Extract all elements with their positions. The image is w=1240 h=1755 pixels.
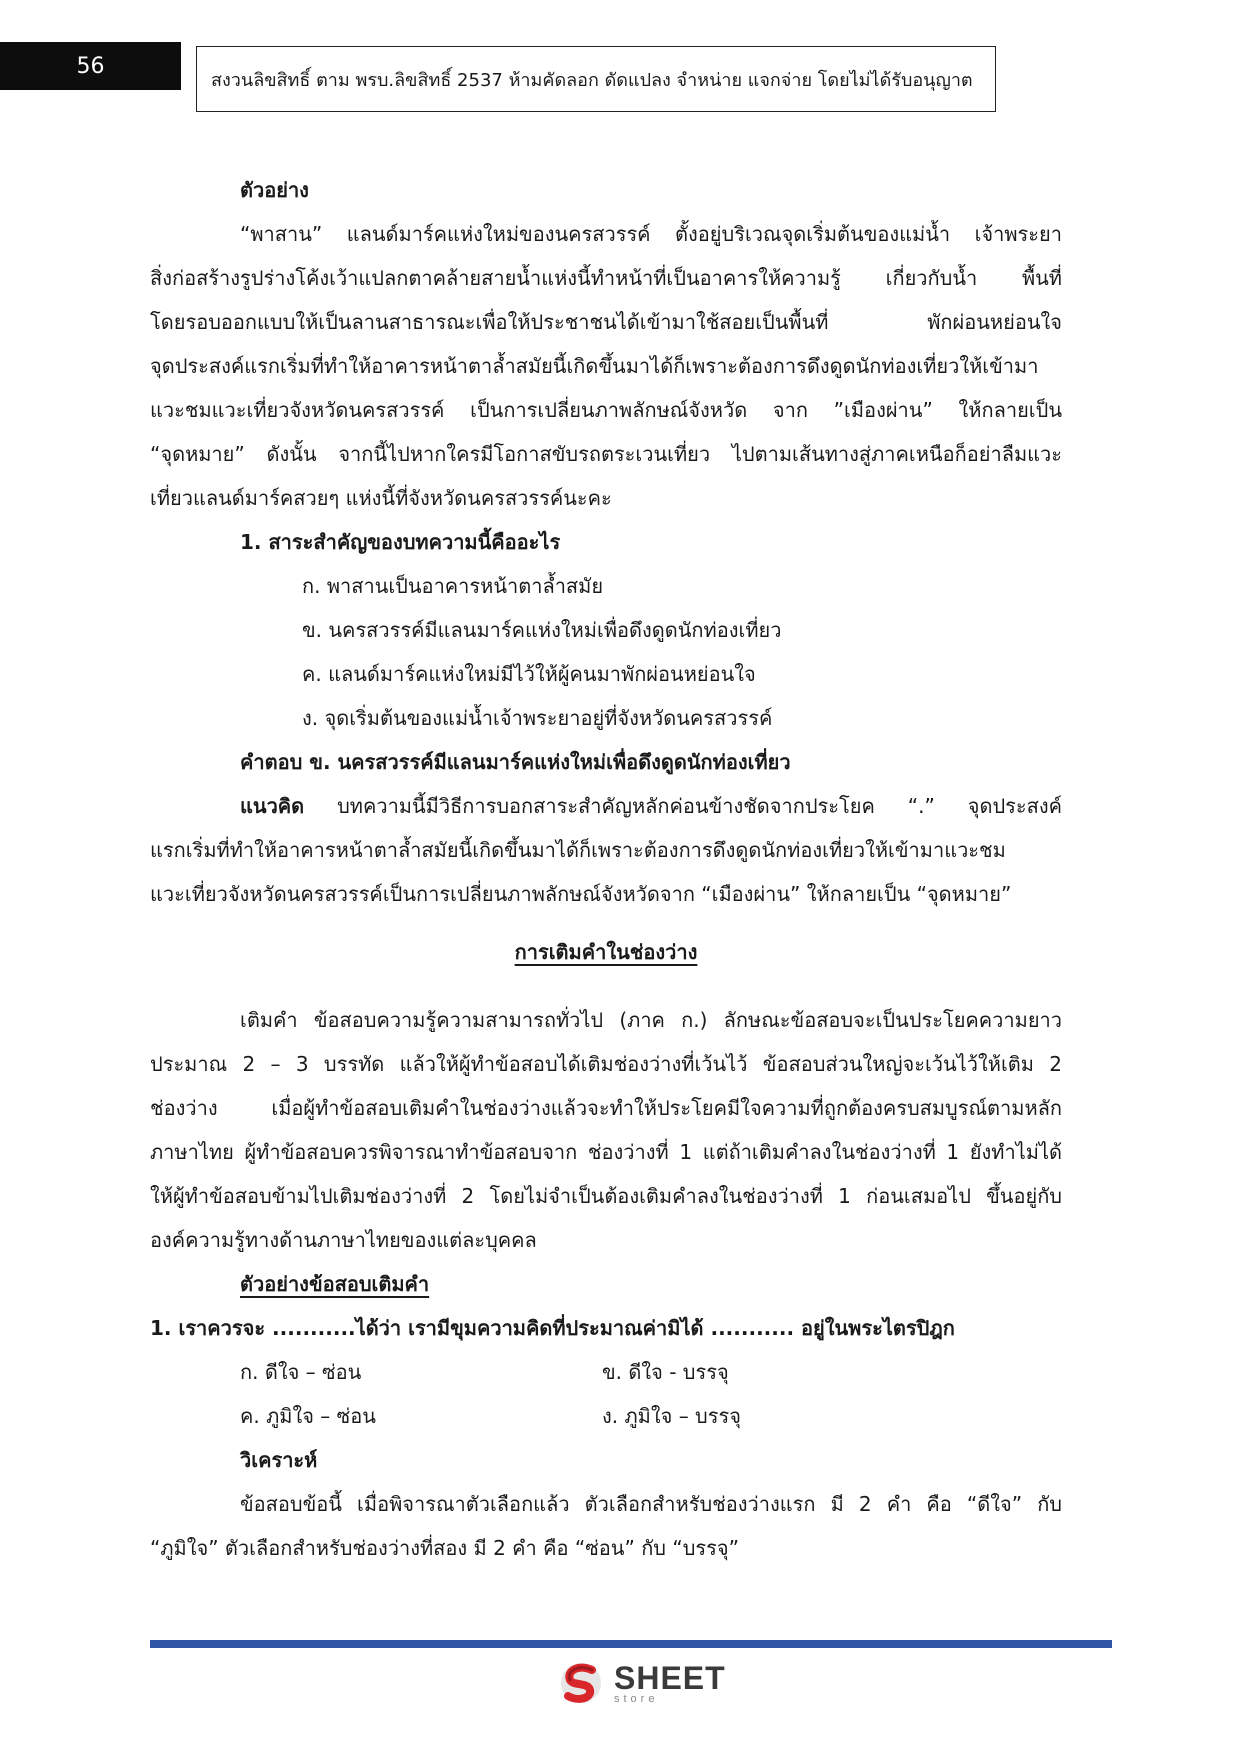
section-paragraph-line: องค์ความรู้ทางด้านภาษาไทยของแต่ละบุคคล [150, 1228, 537, 1252]
page-content [150, 168, 1062, 1570]
choice-b: ข. นครสวรรค์มีแลนมาร์คแห่งใหม่เพื่อดึงดูดนักท่องเที่ยว [302, 618, 782, 642]
section-title: การเติมคำในช่องว่าง [514, 940, 698, 964]
logo-wordmark: SHEET [614, 1659, 726, 1696]
section-paragraph-line: ช่องว่าง เมื่อผู้ทำข้อสอบเติมคำในช่องว่างแล้วจะทำให้ประโยคมีใจความที่ถูกต้องครบสมบูรณ์ตามหลัก [150, 1096, 1062, 1120]
example-paragraph-line: แวะชมแวะเที่ยวจังหวัดนครสวรรค์ เป็นการเปลี่ยนภาพลักษณ์จังหวัด จาก ”เมืองผ่าน” ให้กลายเป็น [150, 398, 1062, 422]
fill-choice-d: ง. ภูมิใจ – บรรจุ [602, 1404, 741, 1428]
example-paragraph-line: “จุดหมาย” ดังนั้น จากนี้ไปหากใครมีโอกาสขับรถตระเวนเที่ยว ไปตามเส้นทางสู่ภาคเหนือก็อย่าลืมแวะ [150, 442, 1062, 466]
analysis-heading: วิเคราะห์ [240, 1448, 318, 1472]
example-paragraph-line: “พาสาน” แลนด์มาร์คแห่งใหม่ของนครสวรรค์ ตั้งอยู่บริเวณจุดเริ่มต้นของแม่น้ำ เจ้าพระยา [240, 222, 1062, 246]
section-paragraph-line: ให้ผู้ทำข้อสอบข้ามไปเติมช่องว่างที่ 2 โดยไม่จำเป็นต้องเติมคำลงในช่องว่างที่ 1 ก่อนเสมอไป ขึ้นอยู่กับ [150, 1184, 1062, 1208]
concept-line [150, 784, 1062, 828]
sheet-store-logo-icon [556, 1660, 606, 1706]
example-paragraph-line: เที่ยวแลนด์มาร์คสวยๆ แห่งนี้ที่จังหวัดนครสวรรค์นะคะ [150, 486, 612, 510]
concept-line: แวะเที่ยวจังหวัดนครสวรรค์เป็นการเปลี่ยนภาพลักษณ์จังหวัดจาก “เมืองผ่าน” ให้กลายเป็น “จุดหมาย” [150, 882, 1012, 906]
answer: คำตอบ ข. นครสวรรค์มีแลนมาร์คแห่งใหม่เพื่อดึงดูดนักท่องเที่ยว [240, 750, 791, 774]
choice-d: ง. จุดเริ่มต้นของแม่น้ำเจ้าพระยาอยู่ที่จังหวัดนครสวรรค์ [302, 706, 773, 730]
choices-row [150, 1350, 1062, 1394]
fill-choice-c: ค. ภูมิใจ – ซ่อน [240, 1404, 376, 1428]
concept-label: แนวคิด [240, 794, 305, 818]
example-paragraph-line: จุดประสงค์แรกเริ่มที่ทำให้อาคารหน้าตาล้ำสมัยนี้เกิดขึ้นมาได้ก็เพราะต้องการดึงดูดนักท่องเที่ยวให้เข้ามา [150, 354, 1039, 378]
section-paragraph-line: ภาษาไทย ผู้ทำข้อสอบควรพิจารณาทำข้อสอบจาก ช่องว่างที่ 1 แต่ถ้าเติมคำลงในช่องว่างที่ 1 ยังทำไม่ได้ [150, 1140, 1062, 1164]
page-number: 56 [0, 42, 181, 90]
logo-subtext: store [614, 1692, 659, 1705]
concept-text: บทความนี้มีวิธีการบอกสาระสำคัญหลักค่อนข้างชัดจากประโยค “.” จุดประสงค์ [304, 794, 1062, 818]
concept-line: แรกเริ่มที่ทำให้อาคารหน้าตาล้ำสมัยนี้เกิดขึ้นมาได้ก็เพราะต้องการดึงดูดนักท่องเที่ยวให้เข้ามาแวะชม [150, 838, 1006, 862]
sheet-store-logo [556, 1660, 726, 1706]
choice-c: ค. แลนด์มาร์คแห่งใหม่มีไว้ให้ผู้คนมาพักผ่อนหย่อนใจ [302, 662, 756, 686]
section-paragraph-line: ประมาณ 2 – 3 บรรทัด แล้วให้ผู้ทำข้อสอบได้เติมช่องว่างที่เว้นไว้ ข้อสอบส่วนใหญ่จะเว้นไว้ให้เติม 2 [150, 1052, 1062, 1076]
analysis-line: “ภูมิใจ” ตัวเลือกสำหรับช่องว่างที่สอง มี 2 คำ คือ “ซ่อน” กับ “บรรจุ” [150, 1536, 739, 1560]
section-paragraph-line: เติมคำ ข้อสอบความรู้ความสามารถทั่วไป (ภาค ก.) ลักษณะข้อสอบจะเป็นประโยคความยาว [240, 1008, 1062, 1032]
example-paragraph-line: สิ่งก่อสร้างรูปร่างโค้งเว้าแปลกตาคล้ายสายน้ำแห่งนี้ทำหน้าที่เป็นอาคารให้ความรู้ เกี่ยวกับน้ำ พื้นที่ [150, 266, 1062, 290]
fill-choice-b: ข. ดีใจ - บรรจุ [602, 1360, 729, 1384]
footer-divider [150, 1640, 1112, 1648]
analysis-line: ข้อสอบข้อนี้ เมื่อพิจารณาตัวเลือกแล้ว ตัวเลือกสำหรับช่องว่างแรก มี 2 คำ คือ “ดีใจ” กับ [240, 1492, 1062, 1516]
fill-choice-a: ก. ดีใจ – ซ่อน [240, 1360, 362, 1384]
choice-a: ก. พาสานเป็นอาคารหน้าตาล้ำสมัย [302, 574, 604, 598]
copyright-notice: สงวนลิขสิทธิ์ ตาม พรบ.ลิขสิทธิ์ 2537 ห้ามคัดลอก ดัดแปลง จำหน่าย แจกจ่าย โดยไม่ได้รับอนุญาต [196, 46, 996, 112]
question-1: 1. สาระสำคัญของบทความนี้คืออะไร [240, 530, 561, 554]
sub-heading: ตัวอย่างข้อสอบเติมคำ [240, 1272, 430, 1296]
example-heading: ตัวอย่าง [240, 178, 309, 202]
example-paragraph-line: โดยรอบออกแบบให้เป็นลานสาธารณะเพื่อให้ประชาชนได้เข้ามาใช้สอยเป็นพื้นที่ พักผ่อนหย่อนใจ [150, 310, 1062, 334]
fill-question-1: 1. เราควรจะ ...........ได้ว่า เรามีขุมความคิดที่ประมาณค่ามิได้ ........... อยู่ในพระไตรปิฎก [150, 1316, 955, 1340]
choices-row [150, 1394, 1062, 1438]
